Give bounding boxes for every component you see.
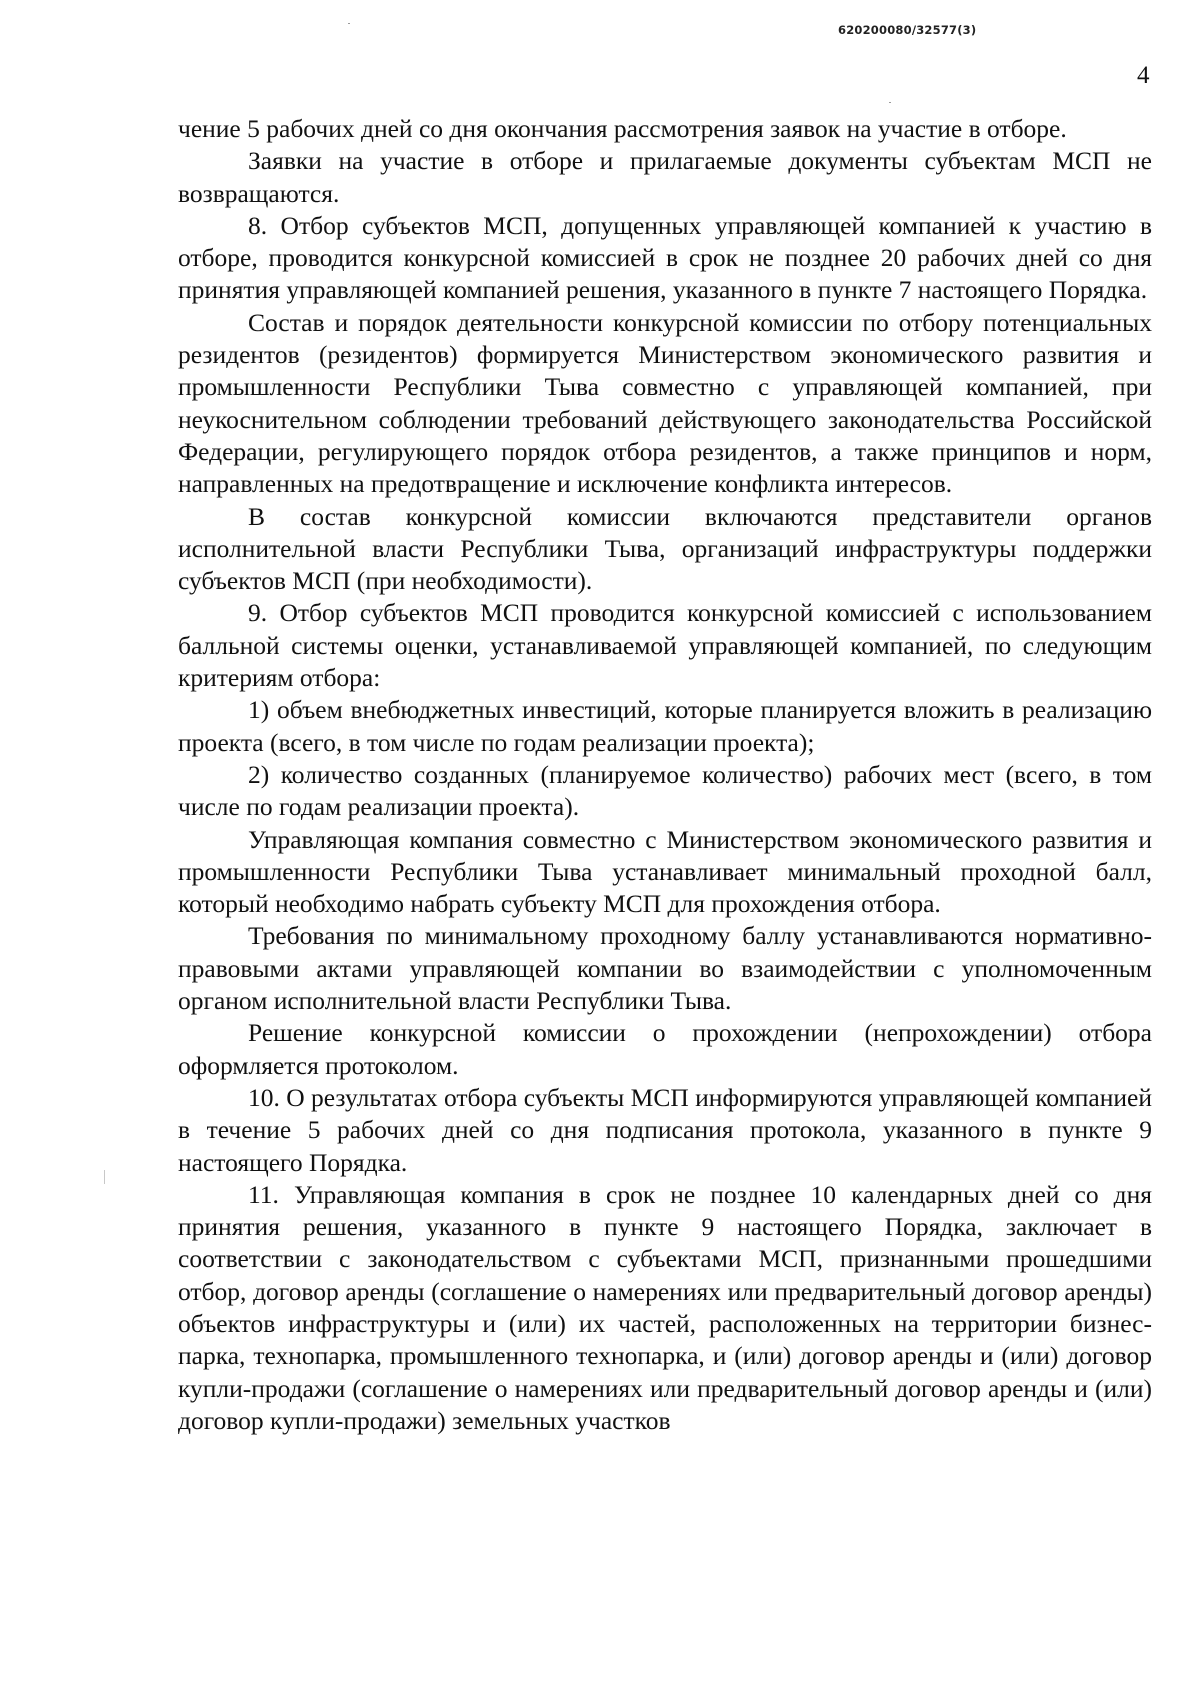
scan-artifact [889, 102, 891, 103]
paragraph-continuation: чение 5 рабочих дней со дня окончания рассмотрения заявок на участие в отборе. [178, 114, 1067, 143]
criteria-item-1: 1) объем внебюджетных инвестиций, которые планируется вложить в реализацию проекта (всего, в том числе по годам реализации проекта); [178, 695, 1152, 757]
scan-artifact [348, 23, 350, 24]
paragraph: В состав конкурсной комиссии включаются представители органов исполнительной власти Республики Тыва, организаций инфраструктуры поддержки субъектов МСП (при необходимости). [178, 501, 1152, 596]
paragraph: Управляющая компания совместно с Министерством экономического развития и промышленности Республики Тыва устанавливает минимальный проходной балл, который необходимо набрать субъекту МСП для прохождения отбора. [178, 824, 1152, 919]
scan-artifact [104, 1170, 105, 1184]
clause-10: 10. О результатах отбора субъекты МСП информируются управляющей компанией в течение 5 рабочих дней со дня подписания протокола, указанного в пункте 9 настоящего Порядка. [178, 1082, 1152, 1177]
clause-9: 9. Отбор субъектов МСП проводится конкурсной комиссией с использованием балльной системы оценки, устанавливаемой управляющей компанией, по следующим критериям отбора: [178, 598, 1152, 693]
paragraph: Состав и порядок деятельности конкурсной комиссии по отбору потенциальных резидентов (резидентов) формируется Министерством экономического развития и промышленности Республики Тыва совместно с управляющей компанией, при неукоснительном соблюдении требований действующего законодательства Российской Федерации, регулирующего порядок отбора резидентов, а также принципов и норм, направленных на предотвращение и исключение конфликта интересов. [178, 307, 1152, 499]
criteria-item-2: 2) количество созданных (планируемое количество) рабочих мест (всего, в том числе по годам реализации проекта). [178, 759, 1152, 822]
document-body [178, 113, 1152, 1437]
clause-8: 8. Отбор субъектов МСП, допущенных управляющей компанией к участию в отборе, проводится конкурсной комиссией в срок не позднее 20 рабочих дней со дня принятия управляющей компанией решения, указанного в пункте 7 настоящего Порядка. [178, 210, 1152, 305]
paragraph: Требования по минимальному проходному баллу устанавливаются нормативно-правовыми актами управляющей компании во взаимодействии с уполномоченным органом исполнительной власти Республики Тыва. [178, 921, 1152, 1016]
document-id: 620200080/32577(3) [838, 23, 977, 37]
page-number: 4 [1137, 62, 1150, 89]
paragraph: Решение конкурсной комиссии о прохождении (непрохождении) отбора оформляется протоколом. [178, 1018, 1152, 1080]
clause-11: 11. Управляющая компания в срок не позднее 10 календарных дней со дня принятия решения, указанного в пункте 9 настоящего Порядка, заключает в соответствии с законодательством с субъектами МСП, признанными прошедшими отбор, договор аренды (соглашение о намерениях или предварительный договор аренды) объектов инфраструктуры и (или) их частей, расположенных на территории бизнес-парка, технопарка, промышленного технопарка, и (или) договор аренды и (или) договор купли-продажи (соглашение о намерениях или предварительный договор аренды и (или) договор купли-продажи) земельных участков [178, 1179, 1152, 1435]
paragraph: Заявки на участие в отборе и прилагаемые документы субъектам МСП не возвращаются. [178, 146, 1152, 208]
